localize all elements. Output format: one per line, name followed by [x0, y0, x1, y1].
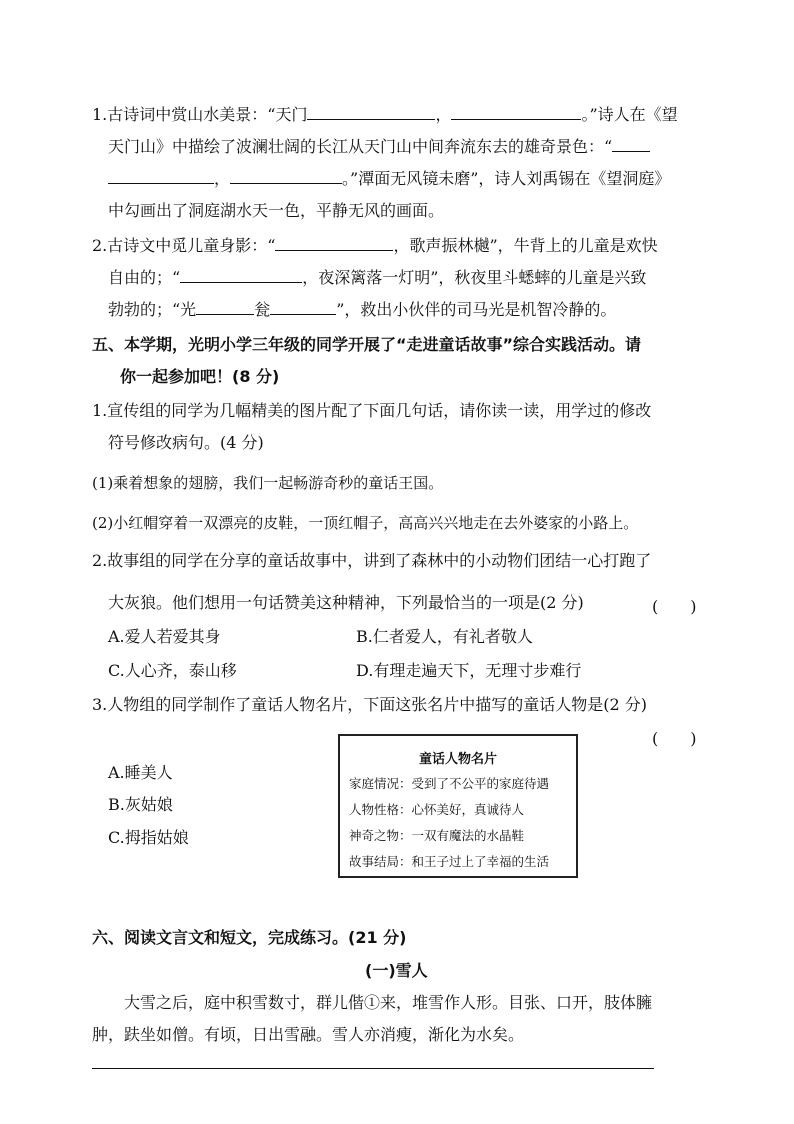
q1-text: 天门山》中描绘了波澜壮阔的长江从天门山中间奔流东去的雄奇景色：“ [108, 137, 613, 156]
q2-text: 自由的；“ [108, 268, 181, 287]
answer-blank[interactable] [230, 167, 342, 184]
s5-q2-line-1: 2.故事组的同学在分享的童话故事中，讲到了森林中的小动物们团结一心打跑了 [92, 551, 652, 570]
q1-text: 1.古诗词中赏山水美景：“天门 [92, 105, 308, 124]
answer-blank[interactable] [108, 167, 214, 184]
q2-text: 瓮 [254, 300, 271, 319]
passage-title: (一)雪人 [365, 961, 428, 980]
q2-line-3 [108, 298, 616, 321]
s5-q3-line-1: 3.人物组的同学制作了童话人物名片，下面这张名片中描写的童话人物是(2 分) [92, 695, 648, 714]
q2-text: ，歌声振林樾”，牛背上的儿童是欢快 [393, 236, 658, 255]
option-b[interactable]: B.灰姑娘 [108, 795, 173, 814]
q1-text: ， [435, 105, 452, 124]
option-a[interactable]: A.睡美人 [108, 763, 173, 782]
card-row: 家庭情况：受到了不公平的家庭待遇 [349, 776, 550, 791]
q1-text: ， [214, 169, 231, 188]
q2-line-2 [108, 266, 646, 289]
s5-q1-line-2: 符号修改病句。(4 分) [108, 433, 264, 452]
passage-line-1: 大雪之后，庭中积雪数寸，群儿偕①来，堆雪作人形。目张、口开，肢体臃 [124, 993, 653, 1012]
passage-line-2: 肿，趺坐如僧。有顷，日出雪融。雪人亦消瘦，渐化为水矣。 [92, 1025, 525, 1044]
card-row: 人物性格：心怀美好，真诚待人 [349, 802, 525, 817]
q1-text: 。”潭面无风镜未磨”，诗人刘禹锡在《望洞庭》 [342, 169, 671, 188]
q1-line-3 [108, 167, 670, 190]
divider-line [92, 1068, 654, 1069]
answer-blank[interactable] [270, 298, 336, 315]
option-a[interactable]: A.爱人若爱其身 [108, 627, 221, 646]
q1-line-1 [92, 103, 678, 126]
q2-text: 2.古诗文中觅儿童身影：“ [92, 236, 276, 255]
answer-parentheses[interactable]: ( ) [652, 729, 697, 748]
q2-text: ”，救出小伙伴的司马光是机智冷静的。 [336, 300, 617, 319]
answer-parentheses[interactable]: ( ) [652, 597, 697, 616]
answer-blank[interactable] [275, 234, 393, 251]
section5-title: 五、本学期，光明小学三年级的同学开展了“走进童话故事”综合实践活动。请 [92, 335, 642, 354]
card-row: 故事结局：和王子过上了幸福的生活 [349, 854, 550, 869]
option-c[interactable]: C.人心齐，泰山移 [108, 661, 237, 680]
q1-line-4: 中勾画出了洞庭湖水天一色，平静无风的画面。 [108, 201, 445, 220]
answer-blank[interactable] [196, 298, 254, 315]
card-title: 童话人物名片 [418, 752, 497, 767]
q2-text: ，夜深篱落一灯明”，秋夜里斗蟋蟀的儿童是兴致 [302, 268, 647, 287]
answer-blank[interactable] [307, 103, 435, 120]
q1-text: 。”诗人在《望 [581, 105, 678, 124]
option-c[interactable]: C.拇指姑娘 [108, 828, 189, 847]
option-b[interactable]: B.仁者爱人，有礼者敬人 [356, 627, 533, 646]
answer-blank[interactable] [180, 266, 302, 283]
q1-line-2 [108, 135, 650, 158]
sentence-1: (1)乘着想象的翅膀，我们一起畅游奇秒的童话王国。 [92, 474, 444, 492]
s5-q2-line-2: 大灰狼。他们想用一句话赞美这种精神，下列最恰当的一项是(2 分) [108, 593, 584, 612]
answer-blank[interactable] [451, 103, 581, 120]
s5-q1-line-1: 1.宣传组的同学为几幅精美的图片配了下面几句话，请你读一读，用学过的修改 [92, 401, 652, 420]
answer-blank[interactable] [612, 135, 650, 152]
section5-title-cont: 你一起参加吧！(8 分) [120, 367, 280, 386]
q2-line-1 [92, 234, 658, 257]
q2-text: 勃勃的；“光 [108, 300, 197, 319]
sentence-2: (2)小红帽穿着一双漂亮的皮鞋，一顶红帽子，高高兴兴地走在去外婆家的小路上。 [92, 514, 639, 532]
character-card [338, 734, 578, 878]
card-row: 神奇之物：一双有魔法的水晶鞋 [349, 828, 525, 843]
section6-title: 六、阅读文言文和短文，完成练习。(21 分) [92, 928, 407, 947]
option-d[interactable]: D.有理走遍天下，无理寸步难行 [356, 661, 582, 680]
